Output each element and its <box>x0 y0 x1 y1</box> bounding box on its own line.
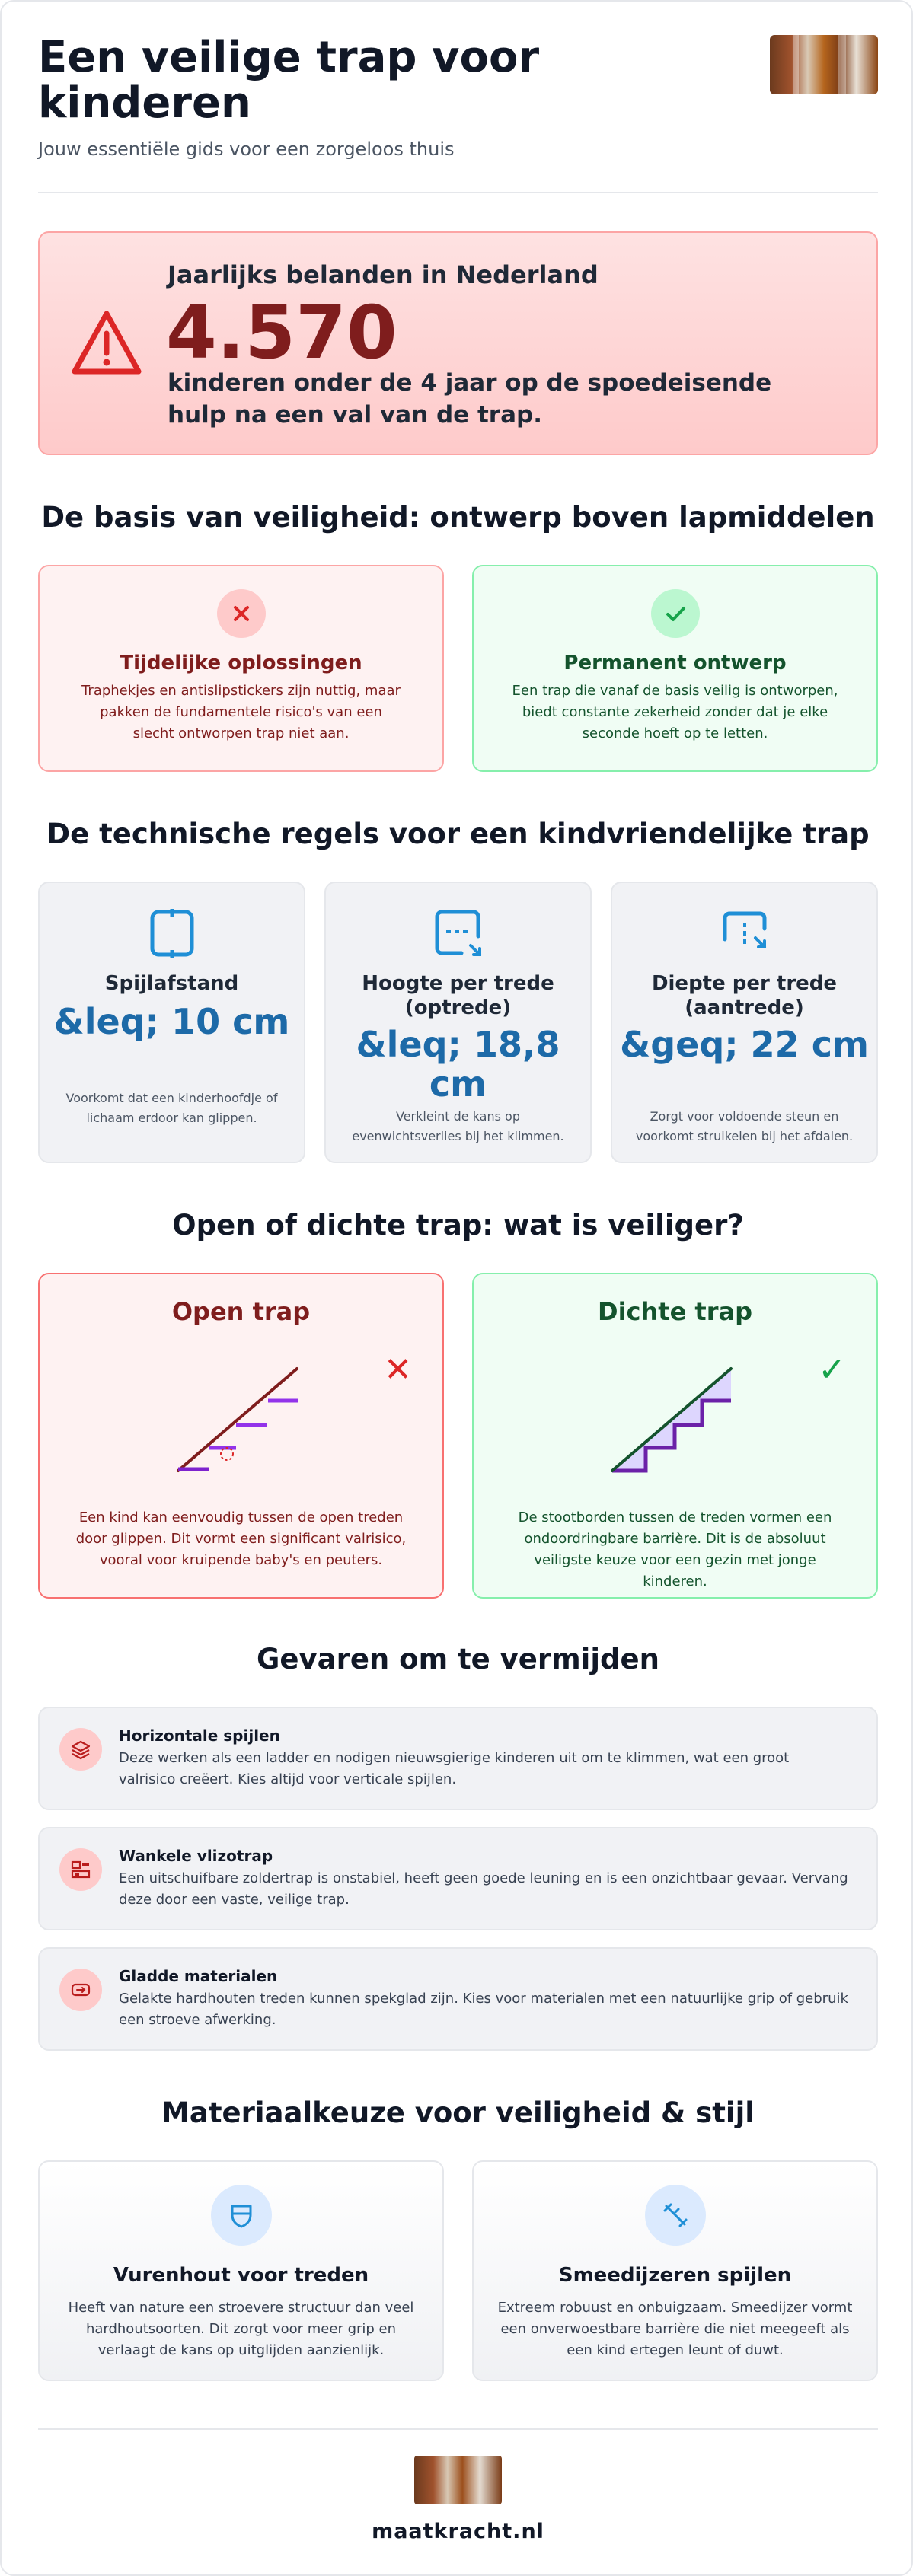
check-icon <box>651 589 700 638</box>
footer-divider <box>38 2428 878 2430</box>
section-title-materials: Materiaalkeuze voor veiligheid & stijl <box>161 2096 755 2129</box>
rule-value: &leq; 10 cm <box>53 1001 290 1042</box>
footer-brand: maatkracht.nl <box>372 2520 544 2543</box>
section-title-basis: De basis van veiligheid: ontwerp boven lapmiddelen <box>41 501 875 534</box>
danger-text: Gelakte hardhouten treden kunnen spekglad zijn. Kies voor materialen met een natuurlijke grip of gebruik een stroeve afwerking. <box>119 1991 848 2028</box>
ladder-icon <box>59 1848 102 1891</box>
open-stair-text: Een kind kan eenvoudig tussen de open treden door glippen. Dit vormt een significant valrisico, vooral voor kruipende baby's en peuters. <box>75 1510 407 1568</box>
warning-icon <box>70 309 143 376</box>
footer-stair-photo <box>414 2456 502 2504</box>
statistic-description: kinderen onder de 4 jaar op de spoedeisende hulp na een val van de trap. <box>168 369 772 429</box>
rule-description: Zorgt voor voldoende steun en voorkomt struikelen bij het afdalen. <box>635 1109 854 1143</box>
depth-icon <box>717 906 772 961</box>
material-card <box>38 2160 444 2381</box>
temporary-solutions-card <box>38 565 444 772</box>
danger-text: Deze werken als een ladder en nodigen nieuwsgierige kinderen uit om te klimmen, wat een groot valrisico creëert. Kies altijd voor verticale spijlen. <box>119 1750 790 1787</box>
x-icon <box>217 589 266 638</box>
material-card <box>472 2160 878 2381</box>
open-stair-card <box>38 1273 444 1599</box>
danger-item <box>38 1827 878 1930</box>
danger-text: Een uitschuifbare zoldertrap is onstabiel, heeft geen goede leuning en is een onzichtbaar gevaar. Vervang deze door een vaste, veilige trap. <box>119 1870 848 1908</box>
shield-icon <box>211 2185 272 2246</box>
section-title-rules: De technische regels voor een kindvriendelijke trap <box>46 818 870 850</box>
open-stair-title: Open trap <box>171 1297 311 1326</box>
material-text: Extreem robuust en onbuigzaam. Smeedijzer vormt een onverwoestbare barrière die niet meegeeft als een kind ertegen leunt of duwt. <box>497 2300 853 2358</box>
header <box>38 35 878 164</box>
rule-value: &geq; 22 cm <box>620 1024 869 1065</box>
temporary-title: Tijdelijke oplossingen <box>120 652 362 674</box>
page-title: Een veilige trap voor kinderen <box>38 33 540 128</box>
closed-stair-illustration <box>600 1358 752 1480</box>
rule-title: Spijlafstand <box>104 972 239 995</box>
layers-icon <box>59 1728 102 1771</box>
page-subtitle: Jouw essentiële gids voor een zorgeloos thuis <box>38 139 455 160</box>
x-icon: ✕ <box>384 1350 412 1389</box>
rule-title: Diepte per trede (aantrede) <box>651 972 838 1019</box>
divider <box>38 192 878 193</box>
check-icon: ✓ <box>818 1350 846 1389</box>
temporary-text: Traphekjes en antislipstickers zijn nuttig, maar pakken de fundamentele risico's van een slecht ontworpen trap niet aan. <box>81 683 401 741</box>
rule-card-height <box>324 882 592 1163</box>
closed-stair-card <box>472 1273 878 1599</box>
height-icon <box>431 906 486 961</box>
open-stair-illustration <box>166 1358 318 1480</box>
tools-icon <box>645 2185 706 2246</box>
danger-title: Wankele vlizotrap <box>119 1847 273 1865</box>
danger-title: Horizontale spijlen <box>119 1726 280 1745</box>
header-stair-photo <box>770 35 878 94</box>
material-title: Vurenhout voor treden <box>113 2264 369 2287</box>
rule-value: &leq; 18,8 cm <box>356 1024 560 1105</box>
danger-title: Gladde materialen <box>119 1967 278 1985</box>
closed-stair-text: De stootborden tussen de treden vormen een ondoordringbare barrière. Dit is de absoluut veiligste keuze voor een gezin met jonge kinderen. <box>518 1510 832 1589</box>
section-title-stairs: Open of dichte trap: wat is veiliger? <box>172 1209 744 1242</box>
section-title-dangers: Gevaren om te vermijden <box>257 1643 659 1675</box>
statistic-intro: Jaarlijks belanden in Nederland <box>168 260 599 289</box>
rule-card-depth <box>611 882 878 1163</box>
rule-title: Hoogte per trede (optrede) <box>362 972 554 1019</box>
rule-description: Voorkomt dat een kinderhoofdje of lichaam erdoor kan glippen. <box>65 1091 278 1125</box>
closed-stair-title: Dichte trap <box>598 1297 752 1326</box>
material-title: Smeedijzeren spijlen <box>558 2264 792 2287</box>
rule-description: Verkleint de kans op evenwichtsverlies bij het klimmen. <box>352 1109 564 1143</box>
statistic-number: 4.570 <box>166 290 397 375</box>
spacing-icon <box>145 906 200 961</box>
danger-item <box>38 1947 878 2051</box>
slippery-icon <box>59 1969 102 2011</box>
statistic-box <box>38 231 878 455</box>
permanent-text: Een trap die vanaf de basis veilig is ontworpen, biedt constante zekerheid zonder dat je elke seconde hoeft op te letten. <box>512 683 838 741</box>
danger-item <box>38 1707 878 1810</box>
material-text: Heeft van nature een stroevere structuur dan veel hardhoutsoorten. Dit zorgt voor meer grip en verlaagt de kans op uitglijden aanzienlijk. <box>68 2300 414 2358</box>
rule-card-spacing <box>38 882 305 1163</box>
permanent-title: Permanent ontwerp <box>563 652 787 674</box>
permanent-design-card <box>472 565 878 772</box>
